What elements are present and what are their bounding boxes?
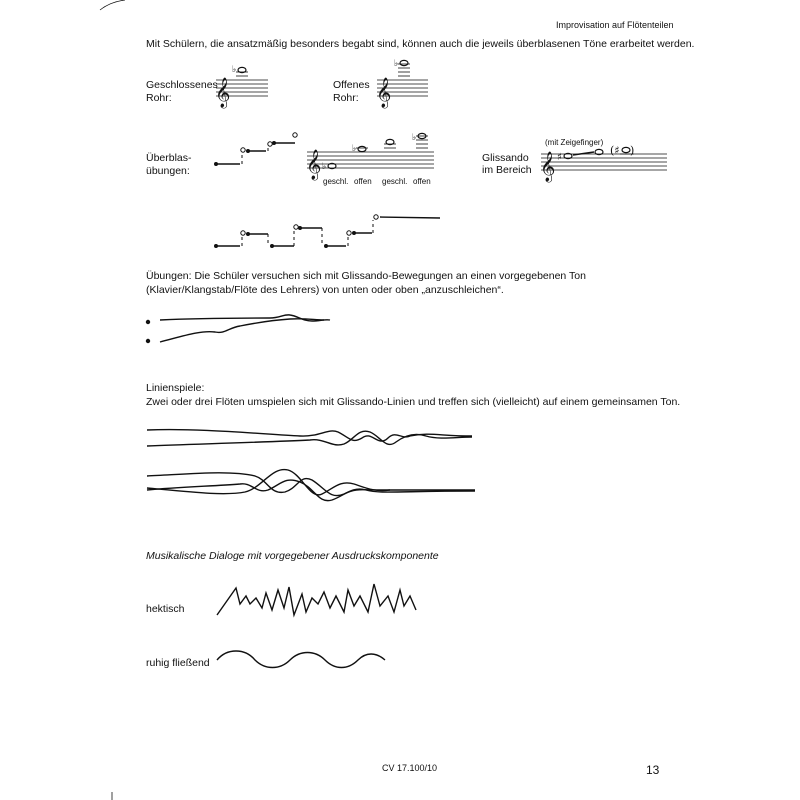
- flat-icon: ♭: [412, 133, 417, 143]
- treble-clef-icon: 𝄞: [376, 78, 392, 108]
- hectic-label: hektisch: [146, 603, 185, 615]
- flat-icon: ♭: [394, 59, 399, 69]
- corner-mark-top: [100, 0, 125, 10]
- catalog-code: CV 17.100/10: [382, 763, 438, 773]
- page-number: 13: [646, 763, 660, 777]
- overblow-step-diagram: [214, 133, 297, 166]
- whole-note-icon: [400, 60, 408, 65]
- open-pipe-label-1: Offenes: [333, 79, 370, 91]
- whole-note-icon: [358, 146, 366, 151]
- closed-pipe-label-2: Rohr:: [146, 92, 172, 104]
- glissando-staff: [540, 144, 667, 183]
- caption-open-2: offen: [413, 177, 431, 186]
- line-games-two-lines: [147, 430, 472, 446]
- flat-icon: ♭: [232, 65, 237, 75]
- glissando-label-2: im Bereich: [482, 164, 532, 176]
- caption-closed-1: geschl.: [323, 177, 349, 186]
- open-pipe-label-2: Rohr:: [333, 92, 359, 104]
- treble-clef-icon: 𝄞: [215, 78, 231, 108]
- glissando-label-1: Glissando: [482, 152, 529, 164]
- caption-open-1: offen: [354, 177, 372, 186]
- closed-pipe-label-1: Geschlossenes: [146, 79, 218, 91]
- staff-open-pipe: [376, 59, 428, 109]
- treble-clef-icon: 𝄞: [540, 152, 556, 182]
- hectic-zigzag-line: [217, 584, 416, 615]
- sharp-note-in-parentheses-icon: (♯: [610, 144, 620, 157]
- line-games-title: Linienspiele:: [146, 382, 205, 394]
- overblow-staff: [306, 133, 434, 181]
- treble-clef-icon: 𝄞: [306, 150, 322, 180]
- exercises-line-1: Übungen: Die Schüler versuchen sich mit Glissando-Bewegungen an einen vorgegebenen Ton: [146, 270, 586, 282]
- flat-icon: ♭: [322, 162, 327, 172]
- exercises-line-2: (Klavier/Klangstab/Flöte des Lehrers) von unten oder oben „anzuschleichen“.: [146, 284, 504, 296]
- dialogues-title: Musikalische Dialoge mit vorgegebener Ausdruckskomponente: [146, 550, 439, 562]
- running-header: Improvisation auf Flötenteilen: [556, 20, 674, 30]
- svg-text:): ): [630, 144, 635, 157]
- sharp-icon: ♯: [557, 152, 562, 163]
- flat-icon: ♭: [352, 144, 357, 154]
- intro-text: Mit Schülern, die ansatzmäßig besonders begabt sind, können auch die jeweils überblasenen Töne erarbeitet werden.: [146, 38, 695, 50]
- calm-flowing-label: ruhig fließend: [146, 657, 210, 669]
- caption-closed-2: geschl.: [382, 177, 408, 186]
- staff-closed-pipe: [215, 65, 268, 109]
- overblow-label-1: Überblas-: [146, 152, 192, 164]
- glissando-approach-lines: [146, 315, 330, 343]
- line-games-text: Zwei oder drei Flöten umspielen sich mit Glissando-Linien und treffen sich (vielleicht) auf einem gemeinsamen Ton.: [146, 396, 681, 408]
- overblow-staircase-diagram: [214, 215, 440, 248]
- glissando-finger-note: (mit Zeigefinger): [545, 138, 604, 147]
- line-games-three-lines: [147, 470, 475, 501]
- calm-wave-line: [217, 651, 385, 668]
- overblow-label-2: übungen:: [146, 165, 190, 177]
